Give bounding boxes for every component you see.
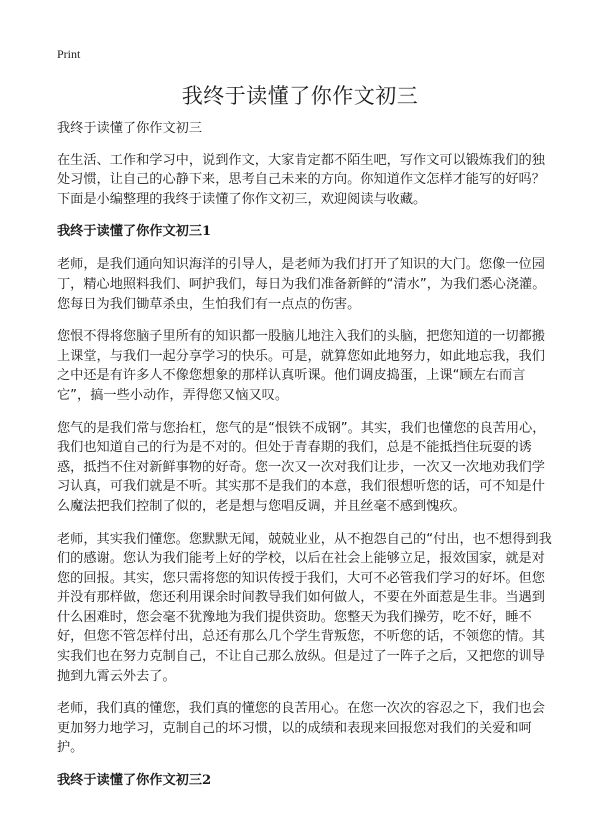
intro-paragraph: 在生活、工作和学习中，说到作文，大家肯定都不陌生吧，写作文可以锻炼我们的独处习惯，让自己的心静下来，思考自己未来的方向。你知道作文怎样才能写的好吗？下面是小编整理的我终于读懂了你作文初三，欢迎阅读与收藏。 (57, 152, 545, 207)
section-1-paragraph-2: 您恨不得将您脑子里所有的知识都一股脑儿地注入我们的头脑，把您知道的一切都搬上课堂，与我们一起分享学习的快乐。可是，就算您如此地努力，如此地忘我，我们之中还是有许多人不像您想象的那样认真听课。他们调皮捣蛋，上课“顾左右而言它”，搞一些小动作，弄得您又恼又叹。 (57, 329, 545, 403)
section-1-paragraph-1: 老师，是我们通向知识海洋的引导人，是老师为我们打开了知识的大门。您像一位园丁，精心地照料我们、呵护我们，每日为我们准备新鲜的“清水”，为我们悉心浇灌。您每日为我们锄草杀虫，生怕我们有一点点的伤害。 (57, 257, 546, 312)
section-heading-2: 我终于读懂了你作文初三2 (57, 773, 212, 789)
section-1-paragraph-5: 老师，我们真的懂您，我们真的懂您的良苦用心。在您一次次的容忍之下，我们也会更加努力地学习，克制自己的坏习惯，以的成绩和表现来回报您对我们的关爱和呵护。 (57, 701, 545, 756)
article-subtitle: 我终于读懂了你作文初三 (57, 121, 203, 136)
section-1-paragraph-4: 老师，其实我们懂您。您默默无闻，兢兢业业，从不抱怨自己的“付出，也不想得到我们的感谢。您认为我们能考上好的学校，以后在社会上能够立足，报效国家，就是对您的回报。其实，您只需将您的知识传授于我们，大可不必管我们学习的好坏。但您并没有那样做，您还利用课余时间教导我们如何做人，不要在外面惹是生非。当遇到什么困难时，您会毫不犹豫地为我们提供资助。您整天为我们操劳，吃不好，睡不好，但您不管怎样付出，总还有那么几个学生背叛您，不听您的话，不领您的情。其实我们也在努力克制自己，不让自己那么放纵。但是过了一阵子之后，又把您的训导抛到九霄云外去了。 (57, 531, 552, 684)
print-link[interactable]: Print (57, 47, 81, 61)
article-body (57, 119, 553, 804)
section-1-paragraph-3: 您气的是我们常与您抬杠，您气的是“恨铁不成钢”。其实，我们也懂您的良苦用心，我们也知道自己的行为是不对的。但处于青春期的我们，总是不能抵挡住玩耍的诱惑，抵挡不住对新鲜事物的好奇。您一次又一次对我们让步，一次又一次地劝我们学习认真，可我们就是不听。其实那不是我们的本意，我们很想听您的话，可不知是什么魔法把我们控制了似的，老是想与您唱反调，并且丝毫不感到愧疚。 (57, 420, 546, 514)
section-heading-1: 我终于读懂了你作文初三1 (57, 224, 212, 240)
page-title: 我终于读懂了你作文初三 (181, 84, 419, 108)
